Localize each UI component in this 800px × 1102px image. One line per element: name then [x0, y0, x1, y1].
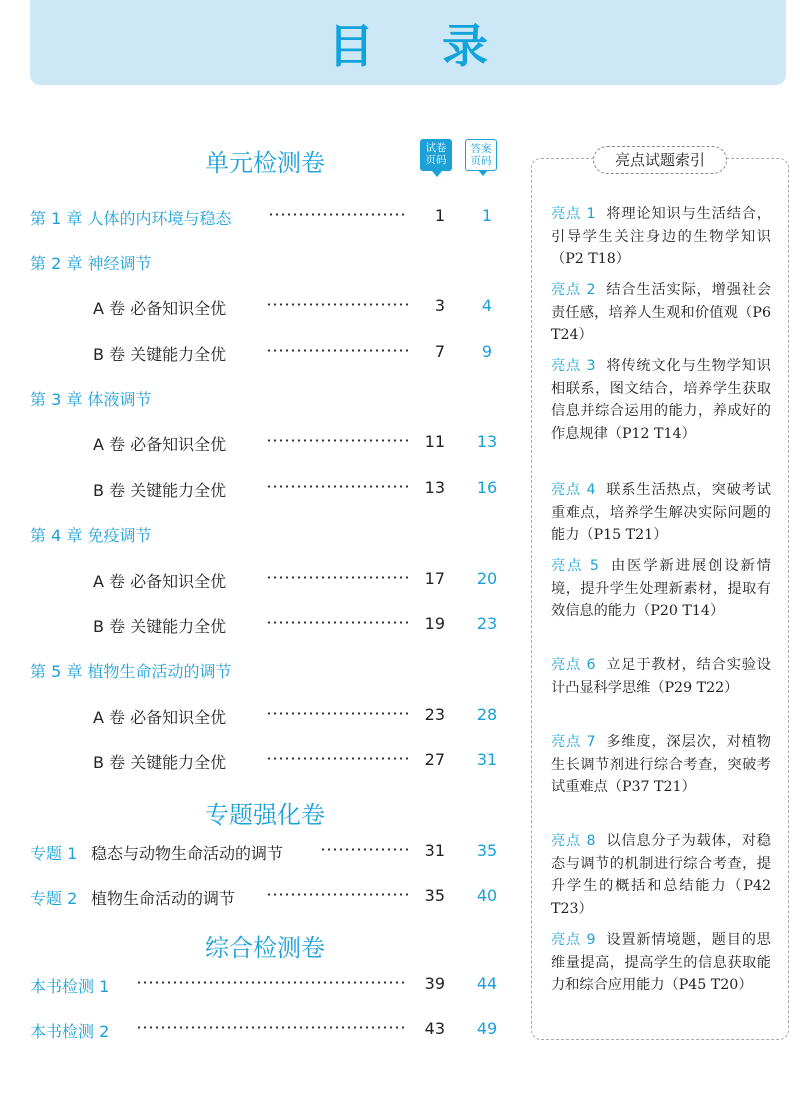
- highlight-label: 亮点 1: [551, 206, 596, 222]
- highlight-item: [551, 279, 771, 347]
- highlight-text: 由医学新进展创设新情境，提升学生处理新素材，提取有效信息的能力（P20 T14）: [551, 558, 771, 620]
- toc-chapter-label: 第 1 章 人体的内环境与稳态: [30, 209, 232, 228]
- answer-page-number: 31: [476, 750, 498, 769]
- toc-row: [0, 248, 520, 274]
- toc-topic-title: 稳态与动物生命活动的调节: [91, 844, 284, 863]
- answer-page-number: 20: [476, 569, 498, 588]
- toc-row: [0, 838, 520, 864]
- toc-row: [0, 566, 520, 592]
- toc-entry-label: B 卷 关键能力全优: [93, 753, 227, 772]
- highlight-label: 亮点 7: [551, 734, 596, 750]
- paper-page-number: 23: [424, 705, 445, 724]
- toc-entry-label: A 卷 必备知识全优: [93, 435, 227, 454]
- section-heading: 综合检测卷: [205, 934, 325, 962]
- dot-leader: [320, 848, 408, 851]
- toc-row: [0, 656, 520, 682]
- toc-row: [0, 611, 520, 637]
- highlight-text: 将理论知识与生活结合，引导学生关注身边的生物学知识（P2 T18）: [551, 206, 771, 268]
- answer-page-tag: 答案 页码: [465, 139, 497, 171]
- paper-page-tag: 试卷 页码: [420, 139, 452, 171]
- toc-chapter-label: 本书检测 1: [30, 977, 110, 996]
- paper-page-number: 1: [434, 206, 445, 225]
- toc-entry-label: B 卷 关键能力全优: [93, 345, 227, 364]
- toc-topic-number: 专题 2: [30, 889, 78, 908]
- section-heading: 专题强化卷: [205, 801, 325, 829]
- paper-page-number: 31: [424, 841, 445, 860]
- highlights-title: 亮点试题索引: [593, 146, 727, 174]
- toc-row: [0, 883, 520, 909]
- dot-leader: [266, 349, 408, 352]
- toc-row: [0, 203, 520, 229]
- highlight-label: 亮点 8: [551, 833, 596, 849]
- dot-leader: [136, 981, 408, 984]
- toc-topic-title: 植物生命活动的调节: [91, 889, 236, 908]
- paper-page-number: 35: [424, 886, 445, 905]
- highlight-text: 将传统文化与生物学知识相联系，图文结合，培养学生获取信息并综合运用的能力，养成好的作息规律（P12 T14）: [551, 358, 771, 442]
- highlight-item: [551, 654, 771, 699]
- toc-chapter-label: 第 3 章 体液调节: [30, 390, 152, 409]
- answer-page-number: 23: [476, 614, 498, 633]
- dot-leader: [266, 757, 408, 760]
- paper-page-number: 19: [424, 614, 445, 633]
- answer-page-number: 40: [476, 886, 498, 905]
- toc-entry-label: B 卷 关键能力全优: [93, 481, 227, 500]
- toc-chapter-label: 第 2 章 神经调节: [30, 254, 152, 273]
- highlight-label: 亮点 5: [551, 558, 599, 574]
- highlight-text: 以信息分子为载体，对稳态与调节的机制进行综合考查，提升学生的概括和总结能力（P42 T23）: [551, 833, 771, 917]
- answer-page-number: 35: [476, 841, 498, 860]
- answer-page-number: 44: [476, 974, 498, 993]
- highlight-item: [551, 929, 771, 997]
- paper-page-number: 13: [424, 478, 445, 497]
- dot-leader: [266, 576, 408, 579]
- highlight-label: 亮点 3: [551, 358, 596, 374]
- toc-row: [0, 747, 520, 773]
- paper-page-number: 17: [424, 569, 445, 588]
- highlight-text: 设置新情境题，题目的思维量提高，提高学生的信息获取能力和综合应用能力（P45 T20）: [551, 932, 771, 994]
- highlight-item: [551, 731, 771, 799]
- toc-row: [0, 475, 520, 501]
- toc-row: [0, 971, 520, 997]
- paper-page-number: 3: [434, 296, 445, 315]
- page-title: 目 录: [327, 18, 514, 73]
- highlight-item: [551, 479, 771, 547]
- highlight-item: [551, 830, 771, 920]
- highlight-label: 亮点 2: [551, 282, 596, 298]
- toc-row: [0, 429, 520, 455]
- toc-chapter-label: 第 4 章 免疫调节: [30, 526, 152, 545]
- toc-row: [0, 702, 520, 728]
- paper-page-number: 7: [434, 342, 445, 361]
- dot-leader: [266, 485, 408, 488]
- toc-row: [0, 520, 520, 546]
- toc-row: [0, 293, 520, 319]
- toc-row: [0, 384, 520, 410]
- toc-entry-label: B 卷 关键能力全优: [93, 617, 227, 636]
- dot-leader: [266, 303, 408, 306]
- dot-leader: [266, 893, 408, 896]
- highlight-text: 联系生活热点，突破考试重难点，培养学生解决实际问题的能力（P15 T21）: [551, 482, 771, 544]
- toc-chapter-label: 第 5 章 植物生命活动的调节: [30, 662, 232, 681]
- highlight-item: [551, 555, 771, 623]
- toc-row: [0, 339, 520, 365]
- answer-page-number: 16: [476, 478, 498, 497]
- dot-leader: [266, 439, 408, 442]
- answer-page-number: 1: [481, 206, 493, 225]
- section-heading: 单元检测卷: [205, 149, 325, 177]
- toc-entry-label: A 卷 必备知识全优: [93, 299, 227, 318]
- answer-page-number: 4: [481, 296, 493, 315]
- highlight-text: 立足于教材，结合实验设计凸显科学思维（P29 T22）: [551, 657, 771, 696]
- paper-page-number: 11: [424, 432, 445, 451]
- highlight-text: 结合生活实际，增强社会责任感，培养人生观和价值观（P6 T24）: [551, 282, 771, 344]
- highlight-label: 亮点 6: [551, 657, 596, 673]
- answer-page-number: 13: [476, 432, 498, 451]
- paper-page-number: 27: [424, 750, 445, 769]
- paper-page-number: 39: [424, 974, 445, 993]
- toc-chapter-label: 本书检测 2: [30, 1022, 110, 1041]
- highlight-label: 亮点 4: [551, 482, 596, 498]
- toc-entry-label: A 卷 必备知识全优: [93, 708, 227, 727]
- dot-leader: [136, 1026, 408, 1029]
- title-banner: [30, 0, 786, 85]
- answer-page-number: 28: [476, 705, 498, 724]
- toc-entry-label: A 卷 必备知识全优: [93, 572, 227, 591]
- highlight-text: 多维度，深层次，对植物生长调节剂进行综合考查，突破考试重难点（P37 T21）: [551, 734, 771, 796]
- dot-leader: [268, 213, 408, 216]
- toc-topic-number: 专题 1: [30, 844, 78, 863]
- dot-leader: [266, 621, 408, 624]
- answer-page-number: 9: [481, 342, 493, 361]
- answer-page-number: 49: [476, 1019, 498, 1038]
- highlight-label: 亮点 9: [551, 932, 596, 948]
- dot-leader: [266, 712, 408, 715]
- highlight-item: [551, 355, 771, 445]
- paper-page-number: 43: [424, 1019, 445, 1038]
- toc-row: [0, 1016, 520, 1042]
- highlight-item: [551, 203, 771, 271]
